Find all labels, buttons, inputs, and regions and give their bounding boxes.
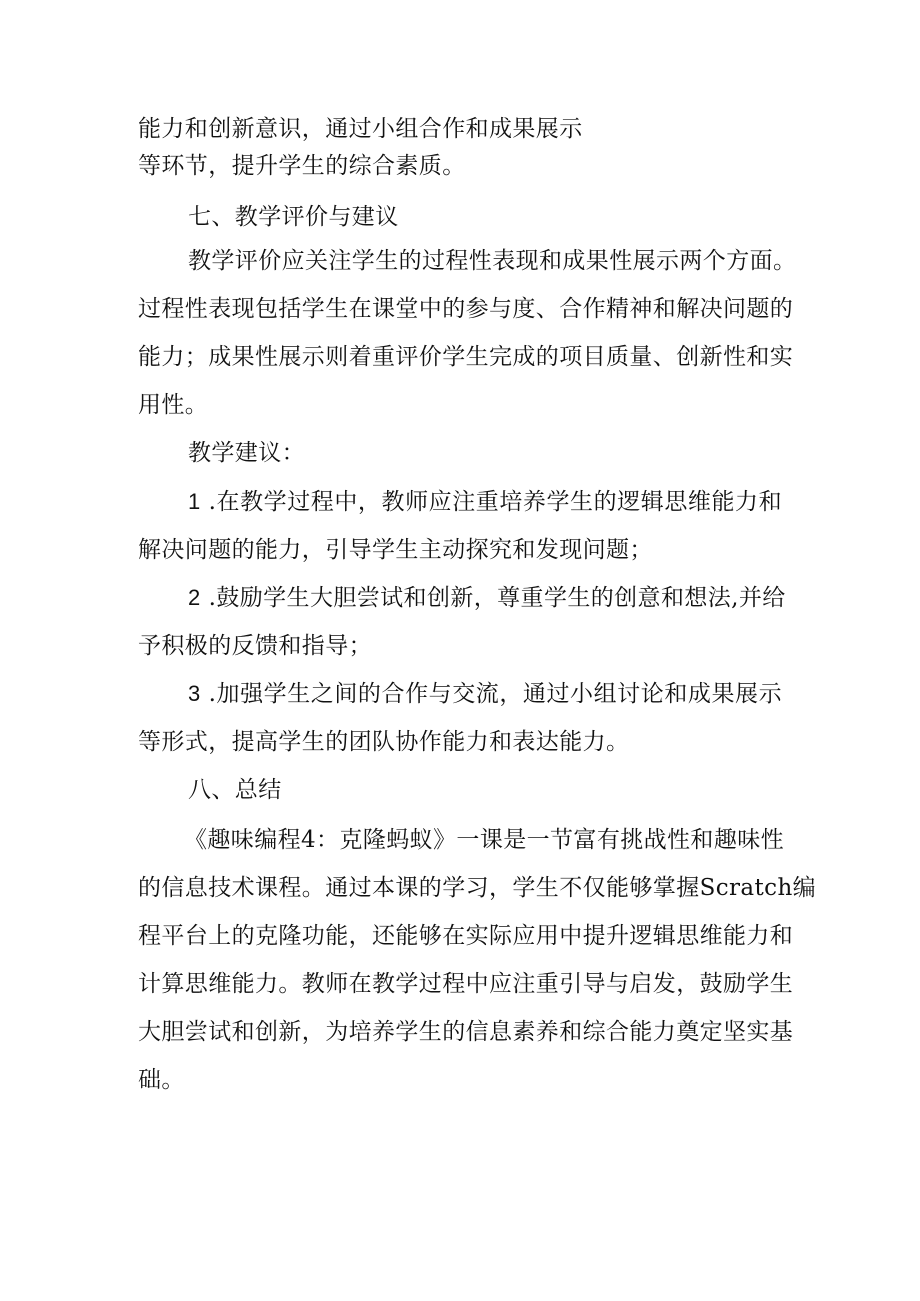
suggestion-2-line-2: 予积极的反馈和指导； xyxy=(138,633,372,659)
suggestion-3-line-2: 等形式，提高学生的团队协作能力和表达能力。 xyxy=(138,729,630,755)
section-8-heading: 八、总结 xyxy=(188,777,282,803)
summary-line-6: 础。 xyxy=(138,1067,185,1093)
suggestion-1-text-1: .在教学过程中，教师应注重培养学生的逻辑思维能力和 xyxy=(208,489,782,515)
summary-line-2: 的信息技术课程。通过本课的学习，学生不仅能够掌握Scratch编 xyxy=(138,875,817,901)
evaluation-line-1: 教学评价应关注学生的过程性表现和成果性展示两个方面。 xyxy=(188,248,797,274)
section-7-heading: 七、教学评价与建议 xyxy=(188,204,399,230)
summary-line-4: 计算思维能力。教师在教学过程中应注重引导与启发，鼓励学生 xyxy=(138,971,794,997)
summary-line-1: 《趣味编程4：克隆蚂蚁》一课是一节富有挑战性和趣味性 xyxy=(184,827,785,853)
suggestion-3-number: 3 xyxy=(188,681,201,706)
intro-line-1: 能力和创新意识，通过小组合作和成果展示 xyxy=(138,116,583,142)
evaluation-line-4: 用性。 xyxy=(138,392,209,418)
evaluation-line-3: 能力；成果性展示则着重评价学生完成的项目质量、创新性和实 xyxy=(138,344,794,370)
suggestion-1-line-2: 解决问题的能力，引导学生主动探究和发现问题； xyxy=(138,537,653,563)
summary-line-3: 程平台上的克隆功能，还能够在实际应用中提升逻辑思维能力和 xyxy=(138,923,794,949)
suggestion-1-line-1 xyxy=(188,487,782,517)
suggestion-3-text-1: .加强学生之间的合作与交流，通过小组讨论和成果展示 xyxy=(208,681,782,707)
suggestion-2-text-1: .鼓励学生大胆尝试和创新，尊重学生的创意和想法,并给 xyxy=(208,585,786,611)
suggestions-label: 教学建议： xyxy=(188,440,305,466)
summary-line-5: 大胆尝试和创新，为培养学生的信息素养和综合能力奠定坚实基 xyxy=(138,1019,794,1045)
suggestion-2-number: 2 xyxy=(188,585,201,610)
suggestion-1-number: 1 xyxy=(188,489,201,514)
evaluation-line-2: 过程性表现包括学生在课堂中的参与度、合作精神和解决问题的 xyxy=(138,296,794,322)
suggestion-2-line-1 xyxy=(188,583,786,613)
intro-line-2: 等环节，提升学生的综合素质。 xyxy=(138,153,466,179)
suggestion-3-line-1 xyxy=(188,679,782,709)
